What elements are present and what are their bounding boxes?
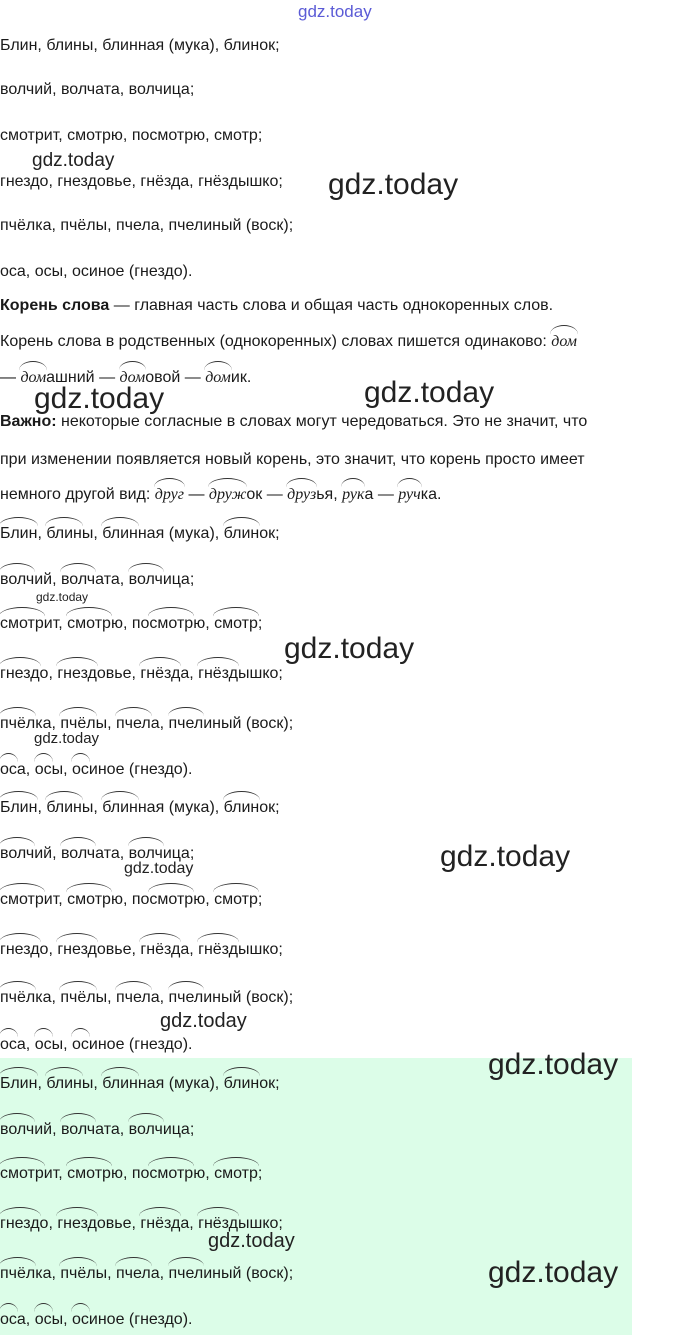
suffix: ка, (35, 1265, 61, 1282)
definition-line-2 (0, 332, 577, 352)
suffix: овье, (96, 665, 141, 682)
suffix: ий, (34, 571, 61, 588)
suffix: ная (мука), (137, 525, 224, 542)
root: волч (0, 1121, 35, 1138)
root-line-2 (0, 570, 194, 590)
suffix: ы, (95, 1265, 116, 1282)
suffix: ы, (51, 761, 72, 778)
suffix: ышко; (238, 1215, 283, 1232)
root: волч (60, 1121, 96, 1138)
root-dom: дом (20, 369, 47, 386)
root: ос (34, 1311, 52, 1328)
suffix: ка, (35, 989, 61, 1006)
root: гнезд (57, 941, 97, 958)
suffix: о, (39, 1215, 58, 1232)
root-line-3 (0, 890, 262, 910)
watermark: gdz.today (124, 860, 194, 877)
suffix: ная (мука), (137, 1075, 224, 1092)
root: волч (0, 571, 35, 588)
suffix: ; (257, 1165, 263, 1182)
watermark: gdz.today (208, 1230, 295, 1252)
suffix: а, (16, 1036, 35, 1053)
watermark: gdz.today (488, 1048, 619, 1081)
root: пчел (116, 715, 151, 732)
root: смотр (67, 615, 111, 632)
root-line-4 (0, 664, 283, 684)
root: блин (102, 525, 138, 542)
suffix: а, (150, 715, 169, 732)
root: ос (72, 1036, 89, 1053)
suffix: иное (гнездо). (88, 761, 193, 778)
root: пчёл (0, 1265, 36, 1282)
suffix: ; (257, 615, 263, 632)
suffix: ю, (193, 615, 215, 632)
root: гнёзд (198, 1215, 238, 1232)
suffix: иное (гнездо). (88, 1036, 193, 1053)
suffix: а, (16, 761, 35, 778)
suffix: ата, (95, 571, 129, 588)
suffix: ит, (43, 1165, 68, 1182)
watermark-top: gdz.today (298, 2, 372, 21)
suffix: ий, (34, 845, 61, 862)
root: волч (60, 845, 96, 862)
root-line-6 (0, 1310, 192, 1330)
root: гнезд (57, 665, 97, 682)
root-ruch: руч (398, 486, 421, 503)
suffix: ю, (193, 1165, 215, 1182)
root: пчел (116, 1265, 151, 1282)
definition-line (0, 296, 553, 316)
plain-line-3: смотрит, смотрю, посмотрю, смотр; (0, 127, 263, 144)
root-line-4 (0, 940, 283, 960)
suffix: ю, по (110, 1165, 150, 1182)
suffix: ы, (51, 1311, 72, 1328)
root-druzh: друж (208, 486, 247, 503)
root: пчёл (60, 715, 96, 732)
suffix: ; (257, 891, 263, 908)
root: гнезд (0, 1215, 40, 1232)
root: смотр (67, 1165, 111, 1182)
root: блин (46, 799, 82, 816)
root: гнёзд (140, 1215, 181, 1232)
highlight-background (0, 1058, 632, 1335)
root: гнезд (57, 1215, 97, 1232)
dash: — (0, 369, 16, 386)
root: ос (34, 761, 52, 778)
root: ос (72, 1311, 89, 1328)
root: блин (46, 1075, 82, 1092)
root: пчел (116, 989, 151, 1006)
suffix: ашний (46, 369, 95, 386)
punct: , (37, 525, 47, 542)
suffix: ица; (162, 845, 195, 862)
root: пчёл (0, 989, 36, 1006)
root: гнезд (0, 665, 40, 682)
watermark: gdz.today (160, 1010, 247, 1032)
important-label: Важно: (0, 413, 57, 430)
root: волч (128, 1121, 163, 1138)
suffix: о, (39, 665, 58, 682)
root: ос (0, 761, 17, 778)
root: смотр (0, 615, 44, 632)
suffix: а, (180, 941, 199, 958)
suffix: ышко; (238, 941, 283, 958)
suffix: а, (150, 989, 169, 1006)
plain-line-6: оса, осы, осиное (гнездо). (0, 263, 193, 280)
watermark: gdz.today (488, 1256, 619, 1289)
root: ос (72, 761, 89, 778)
suffix: ы, (81, 1075, 103, 1092)
root: смотр (149, 1165, 194, 1182)
root: гнёзд (140, 665, 181, 682)
root: пчел (168, 715, 204, 732)
suffix: ица; (162, 1121, 195, 1138)
suffix: ица; (162, 571, 195, 588)
suffix: а (364, 486, 374, 503)
root-line-1 (0, 798, 280, 818)
plain-line-2: волчий, волчата, волчица; (0, 81, 195, 98)
important-line-3: немного другой вид: друг — дружок — друзья, рука — ручка. (0, 486, 442, 503)
watermark: gdz.today (364, 376, 495, 409)
root: пчел (168, 989, 204, 1006)
suffix: ная (мука), (137, 799, 224, 816)
suffix: а, (16, 1311, 35, 1328)
suffix: иное (гнездо). (88, 1311, 193, 1328)
watermark: gdz.today (32, 150, 115, 171)
root: волч (128, 571, 163, 588)
root: Блин (0, 1075, 38, 1092)
suffix: ик. (230, 369, 252, 386)
root: смотр (214, 615, 258, 632)
root: Блин (0, 799, 38, 816)
root: блин (223, 525, 260, 542)
suffix: овой (145, 369, 181, 386)
dash: — (99, 369, 116, 386)
suffix: ы, (95, 715, 116, 732)
watermark: gdz.today (34, 382, 165, 415)
root-ruk: рук (342, 486, 365, 503)
root: гнёзд (140, 941, 181, 958)
suffix: ит, (43, 891, 68, 908)
root: блин (46, 525, 82, 542)
root: волч (60, 571, 96, 588)
punct: , (37, 1075, 47, 1092)
root: гнёзд (198, 665, 238, 682)
suffix: о, (39, 941, 58, 958)
important-text-3: немного другой вид: (0, 486, 155, 503)
root-line-6 (0, 1035, 192, 1055)
root-line-5 (0, 988, 293, 1008)
root-dom: дом (119, 369, 146, 386)
suffix: ий, (34, 1121, 61, 1138)
important-text-1: некоторые согласные в словах могут чередоваться. Это не значит, что (56, 413, 588, 430)
root: волч (128, 845, 163, 862)
root: пчел (168, 1265, 204, 1282)
root-line-1 (0, 1074, 280, 1094)
root-dom: дом (205, 369, 231, 386)
suffix: ата, (95, 845, 129, 862)
watermark: gdz.today (36, 590, 89, 604)
root-dom: дом (551, 333, 577, 350)
root-druz: друз (287, 486, 317, 503)
root: пчёл (0, 715, 36, 732)
root: блин (102, 799, 138, 816)
suffix: иный (воск); (203, 989, 294, 1006)
root: блин (102, 1075, 138, 1092)
root: смотр (149, 615, 194, 632)
root: гнёзд (198, 941, 238, 958)
suffix: ата, (95, 1121, 129, 1138)
watermark: gdz.today (34, 730, 100, 747)
definition-text-2: Корень слова в родственных (однокоренных) словах пишется одинаково: (0, 333, 552, 350)
suffix: ит, (43, 615, 68, 632)
important-line-2: при изменении появляется новый корень, это значит, что корень просто имеет (0, 451, 585, 468)
suffix: овье, (96, 941, 141, 958)
suffix: ок; (259, 525, 280, 542)
watermark: gdz.today (284, 632, 415, 665)
plain-line-5: пчёлка, пчёлы, пчела, пчелиный (воск); (0, 217, 294, 234)
root: блин (223, 799, 260, 816)
suffix: ок; (259, 1075, 280, 1092)
suffix: ю, (193, 891, 215, 908)
root: волч (0, 845, 35, 862)
suffix: ю, по (110, 891, 150, 908)
suffix: ья, (316, 486, 338, 503)
suffix: ы, (81, 799, 103, 816)
root: смотр (67, 891, 111, 908)
plain-line-1: Блин, блины, блинная (мука), блинок; (0, 37, 280, 54)
suffix: иный (воск); (203, 1265, 294, 1282)
suffix: а, (150, 1265, 169, 1282)
suffix: овье, (96, 1215, 141, 1232)
root: пчёл (60, 989, 96, 1006)
suffix: иный (воск); (203, 715, 294, 732)
suffix: а, (180, 1215, 199, 1232)
root-line-1 (0, 524, 280, 544)
root: смотр (214, 891, 258, 908)
definition-term: Корень слова (0, 297, 110, 314)
dash: — (184, 369, 201, 386)
root-line-3 (0, 614, 262, 634)
root: ос (0, 1036, 17, 1053)
root-line-3 (0, 1164, 262, 1184)
root: пчёл (60, 1265, 96, 1282)
root-line-5 (0, 1264, 293, 1284)
suffix: ок; (259, 799, 280, 816)
suffix: ка. (420, 486, 442, 503)
root: смотр (149, 891, 194, 908)
suffix: ка, (35, 715, 61, 732)
suffix: ы, (51, 1036, 72, 1053)
root: смотр (0, 891, 44, 908)
root-line-6 (0, 760, 192, 780)
definition-text: — главная часть слова и общая часть однокоренных слов. (109, 297, 554, 314)
suffix: ы, (95, 989, 116, 1006)
punct: , (37, 799, 47, 816)
suffix: ышко; (238, 665, 283, 682)
root-drug: друг (154, 486, 185, 503)
root: гнезд (0, 941, 40, 958)
watermark: gdz.today (328, 168, 459, 201)
suffix: ю, по (110, 615, 150, 632)
plain-line-4: гнездо, гнездовье, гнёзда, гнёздышко; (0, 173, 283, 190)
root: смотр (0, 1165, 44, 1182)
root: Блин (0, 525, 38, 542)
suffix: ы, (81, 525, 103, 542)
suffix: ок (246, 486, 263, 503)
watermark: gdz.today (440, 840, 571, 873)
root: ос (34, 1036, 52, 1053)
root: смотр (214, 1165, 258, 1182)
suffix: а, (180, 665, 199, 682)
root: ос (0, 1311, 17, 1328)
root: блин (223, 1075, 260, 1092)
root-line-2 (0, 1120, 194, 1140)
